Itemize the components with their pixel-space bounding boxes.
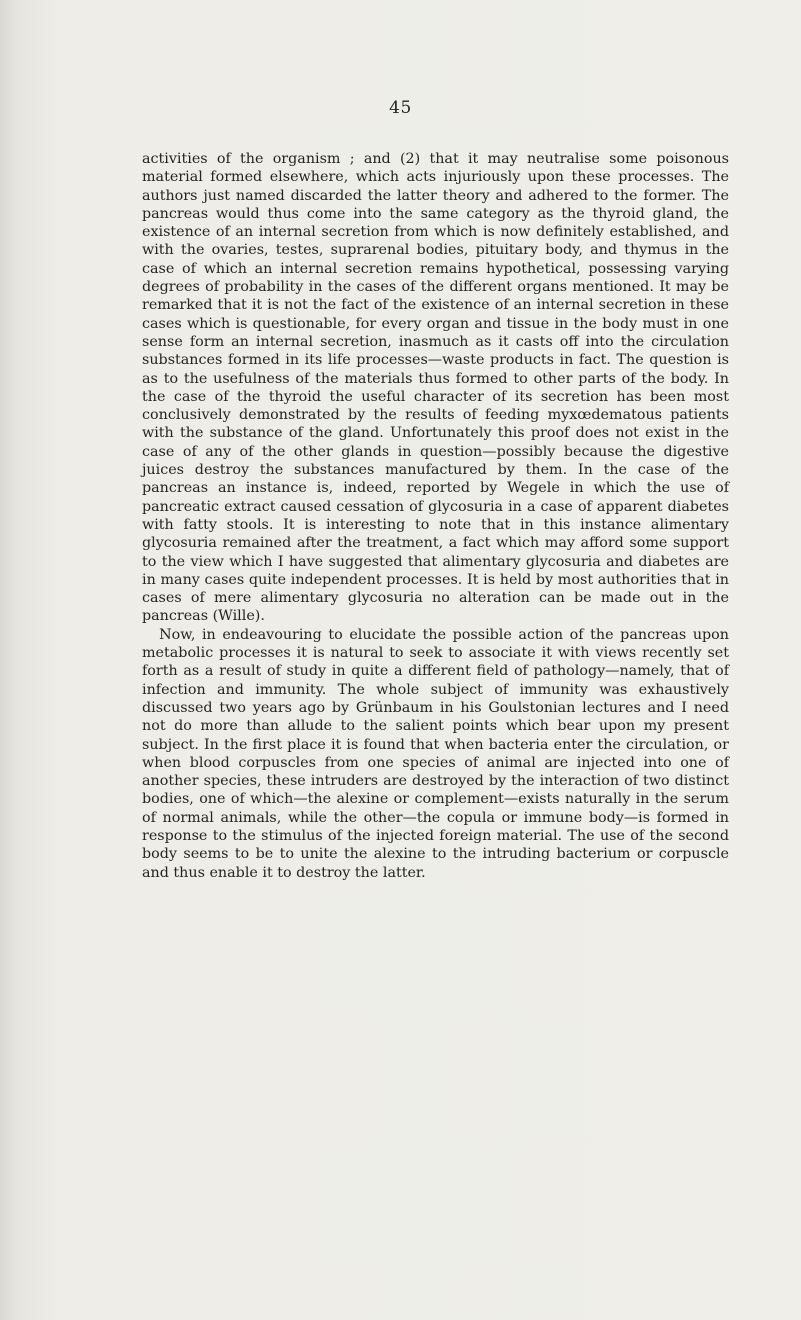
body-text [142, 150, 729, 882]
paragraph-2: Now, in endeavouring to elucidate the possible action of the pancreas upon metabolic processes it is natural to seek to associate it with views recently set forth as a result of study in quite a different field of pathology—namely, that of infection and immunity. The whole subject of immunity was exhaustively discussed two years ago by Grünbaum in his Goulstonian lectures and I need not do more than allude to the salient points which bear upon my present subject. In the first place it is found that when bacteria enter the circulation, or when blood corpuscles from one species of animal are injected into one of another species, these intruders are destroyed by the interaction of two distinct bodies, one of which—the alexine or complement—exists naturally in the serum of normal animals, while the other—the copula or immune body—is formed in response to the stimulus of the injected foreign material. The use of the second body seems to be to unite the alexine to the intruding bacterium or corpuscle and thus enable it to destroy the latter. [142, 626, 729, 881]
paragraph-1: activities of the organism ; and (2) that it may neutralise some poisonous material formed elsewhere, which acts injuriously upon these processes. The authors just named discarded the latter theory and adhered to the former. The pancreas would thus come into the same category as the thyroid gland, the existence of an internal secretion from which is now definitely established, and with the ovaries, testes, suprarenal bodies, pituitary body, and thymus in the case of which an internal secretion remains hypothetical, possessing varying degrees of probability in the cases of the different organs mentioned. It may be remarked that it is not the fact of the existence of an internal secretion in these cases which is questionable, for every organ and tissue in the body must in one sense form an internal secretion, inasmuch as it casts off into the circulation substances formed in its life processes—waste products in fact. The question is as to the usefulness of the materials thus formed to other parts of the body. In the case of the thyroid the useful character of its secretion has been most conclusively demonstrated by the results of feeding myxœdematous patients with the substance of the gland. Unfortunately this proof does not exist in the case of any of the other glands in question—possibly because the digestive juices destroy the substances manufactured by them. In the case of the pancreas an instance is, indeed, reported by Wegele in which the use of pancreatic extract caused cessation of glycosuria in a case of apparent diabetes with fatty stools. It is interesting to note that in this instance alimentary glycosuria remained after the treatment, a fact which may afford some support to the view which I have suggested that alimentary glycosuria and diabetes are in many cases quite independent processes. It is held by most authorities that in cases of mere alimentary glycosuria no alteration can be made out in the pancreas (Wille). [142, 151, 729, 625]
page-number: 45 [389, 98, 412, 118]
